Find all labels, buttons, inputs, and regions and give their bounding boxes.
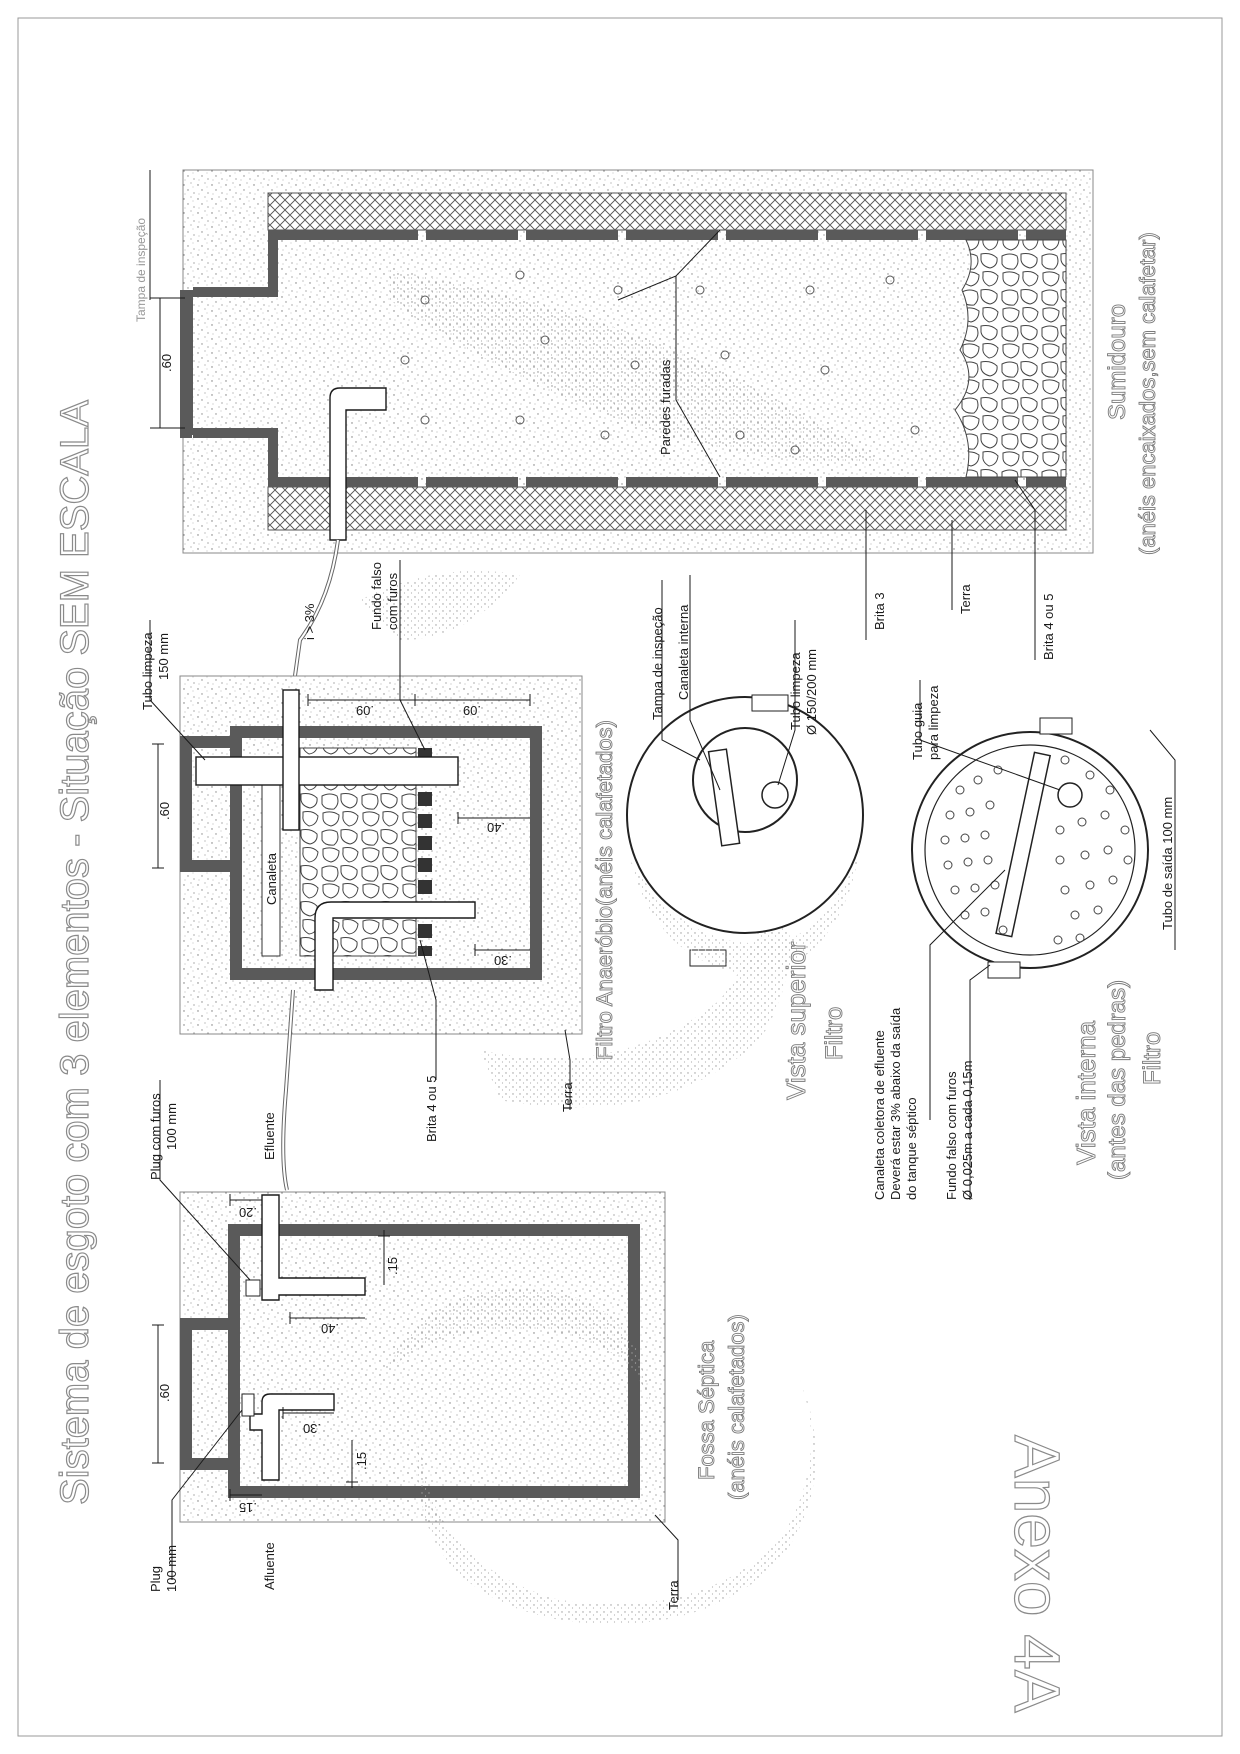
sumidouro-paredes-label: Paredes furadas bbox=[658, 359, 673, 455]
sumidouro-terra-label: Terra bbox=[958, 584, 973, 614]
filtro-tubo-label: Tubo limpeza bbox=[140, 632, 155, 710]
filtro-fundo-label: Fundo falso bbox=[369, 562, 384, 630]
fossa-plug-size: 100 mm bbox=[164, 1545, 179, 1592]
fossa-efluente-label: Efluente bbox=[262, 1112, 277, 1160]
vista-superior-canaleta-label: Canaleta interna bbox=[676, 604, 691, 700]
sumidouro-gravel-top bbox=[268, 193, 1066, 230]
fossa-plug-label: Plug bbox=[148, 1565, 163, 1592]
vista-interna-subtitle2: Filtro bbox=[1139, 1031, 1166, 1085]
vista-interna-title: Vista interna bbox=[1071, 1020, 1101, 1165]
fossa-dim-15b: .15 bbox=[354, 1451, 369, 1470]
fossa-dim-30: .30 bbox=[302, 1421, 322, 1436]
vista-interna-canaleta-label2: Deverá estar 3% abaixo da saída bbox=[888, 1007, 903, 1200]
filtro-tubo-size: 150 mm bbox=[156, 633, 171, 680]
vista-superior-tubo-label: Tubo limpeza bbox=[788, 652, 803, 730]
vista-superior-lid bbox=[693, 728, 797, 832]
fossa-dim-40: .40 bbox=[320, 1321, 340, 1336]
sumidouro-tampa-label: Tampa de inspeção bbox=[134, 217, 148, 322]
annex-label: Anexo 4A bbox=[1001, 1435, 1073, 1713]
sumidouro-brita3-label: Brita 3 bbox=[872, 592, 887, 630]
vista-superior-tubo-size: Ø 150/200 mm bbox=[804, 649, 819, 735]
vista-interna-section bbox=[872, 680, 1175, 1200]
filtro-fundo-label2: com furos bbox=[385, 572, 400, 630]
vista-superior-subtitle: Filtro bbox=[821, 1006, 848, 1060]
connector-shade-top bbox=[360, 571, 520, 640]
vista-interna-port-top bbox=[1040, 718, 1072, 734]
fossa-name: Fossa Séptica bbox=[694, 1340, 719, 1480]
vista-interna-tubo-guia bbox=[1058, 783, 1082, 807]
vista-interna-port-bottom bbox=[988, 962, 1020, 978]
fossa-plug-furos-label: Plug com furos bbox=[148, 1093, 163, 1180]
vista-interna-subtitle: (antes das pedras) bbox=[1104, 979, 1131, 1180]
fossa-dim-60: .60 bbox=[157, 1383, 172, 1402]
filtro-brita-label: Brita 4 ou 5 bbox=[424, 1075, 439, 1142]
vista-superior-tubo bbox=[762, 782, 788, 808]
sumidouro-subname: (anéis encaixados,sem calafetar) bbox=[1135, 232, 1160, 555]
sumidouro-stones bbox=[955, 240, 1066, 477]
filtro-tubo-limpeza bbox=[196, 757, 458, 785]
vista-interna-canaleta-label: Canaleta coletora de efluente bbox=[872, 1030, 887, 1200]
sumidouro-name: Sumidouro bbox=[1104, 303, 1131, 420]
fossa-plug bbox=[242, 1394, 254, 1416]
fossa-plug-furos bbox=[246, 1280, 260, 1296]
fossa-dim-15c: .15 bbox=[238, 1500, 258, 1515]
vista-interna-fundo-label: Fundo falso com furos bbox=[944, 1071, 959, 1200]
vista-interna-tubo-guia-label: Tubo guia bbox=[910, 702, 925, 760]
filtro-dim-40: .40 bbox=[486, 820, 506, 835]
fossa-dim-15a: .15 bbox=[385, 1256, 400, 1275]
filtro-dim-09b: .09 bbox=[462, 703, 482, 718]
filtro-dim-30: .30 bbox=[493, 953, 513, 968]
sumidouro-brita45-label: Brita 4 ou 5 bbox=[1041, 593, 1056, 660]
filtro-name: Filtro Anaeróbio(anéis calafetados) bbox=[592, 720, 617, 1060]
fossa-dim-20: .20 bbox=[238, 1205, 258, 1220]
fossa-terra-label: Terra bbox=[666, 1580, 681, 1610]
sumidouro-dim-60: .60 bbox=[159, 353, 174, 372]
filtro-slope-label: i > 3% bbox=[302, 603, 317, 640]
vista-interna-tubo-guia-label2: para limpeza bbox=[926, 685, 941, 760]
vista-superior-tampa-label: Tampa de inspeção bbox=[650, 607, 665, 720]
sumidouro-gravel-bottom bbox=[268, 487, 1066, 530]
vista-interna-fundo-label2: Ø 0,025m a cada 0,15m bbox=[960, 1060, 975, 1200]
fossa-plug-furos-size: 100 mm bbox=[164, 1103, 179, 1150]
sheet-title: Sistema de esgoto com 3 elementos - Situação SEM ESCALA bbox=[53, 400, 97, 1505]
vista-interna-canaleta-label3: do tanque séptico bbox=[904, 1097, 919, 1200]
sumidouro-section bbox=[134, 170, 1160, 660]
filtro-dim-09a: .09 bbox=[355, 703, 375, 718]
filtro-outlet-pipe bbox=[283, 690, 299, 830]
fossa-subname: (anéis calafetados) bbox=[724, 1314, 749, 1500]
fossa-afluente-label: Afluente bbox=[262, 1542, 277, 1590]
filtro-canaleta-label: Canaleta bbox=[264, 852, 279, 905]
filtro-section bbox=[140, 560, 617, 1142]
vista-superior-title: Vista superior bbox=[781, 941, 811, 1100]
vista-superior-port-top bbox=[752, 695, 788, 711]
filtro-dim-60: .60 bbox=[157, 801, 172, 820]
vista-interna-tubo-saida-label: Tubo de saída 100 mm bbox=[1160, 796, 1175, 930]
